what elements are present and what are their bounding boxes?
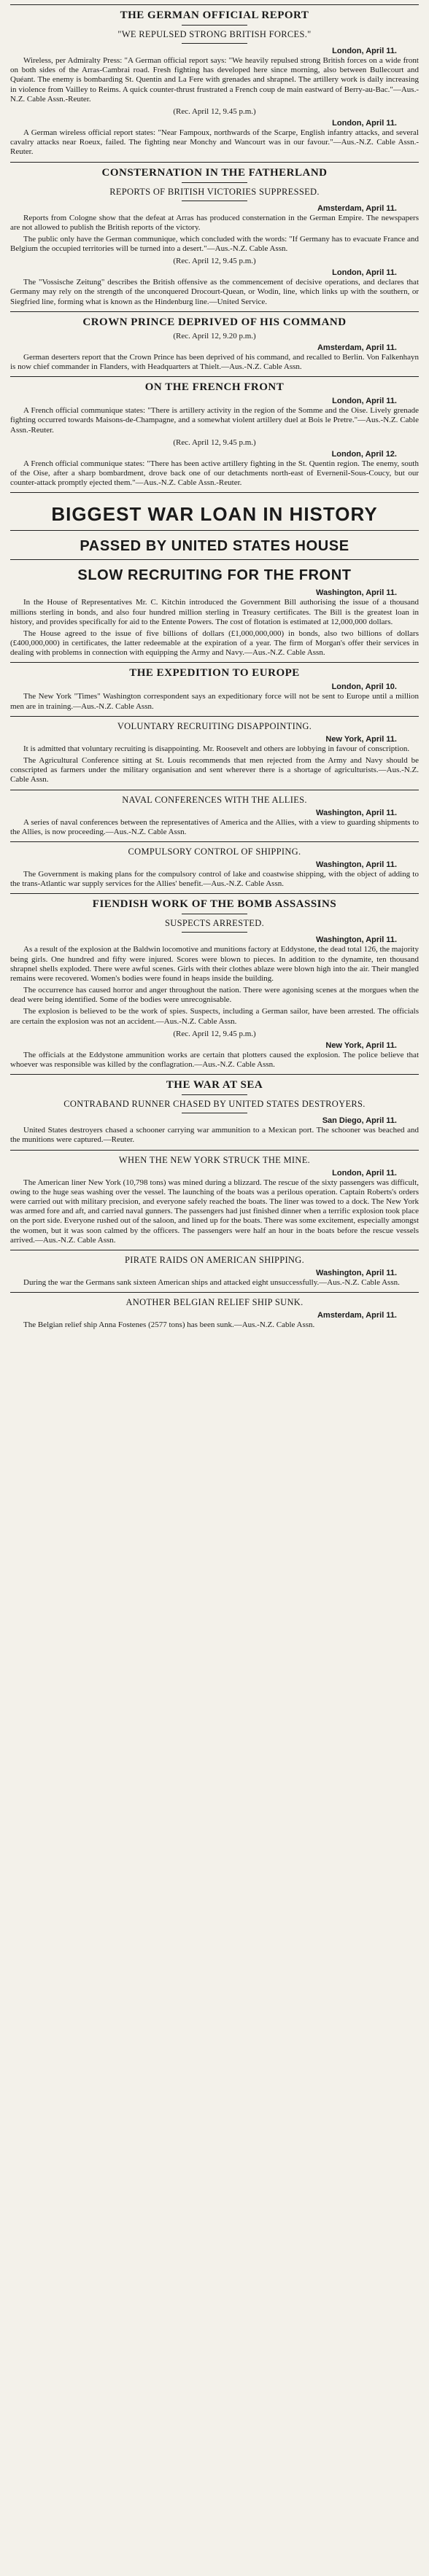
column-rule — [10, 376, 419, 377]
column-rule — [10, 311, 419, 312]
dateline: Amsterdam, April 11. — [317, 343, 397, 352]
column-rule — [10, 4, 419, 5]
column-rule — [10, 162, 419, 163]
article-subheadline: "WE REPULSED STRONG BRITISH FORCES." — [117, 29, 312, 39]
article-headline: THE GERMAN OFFICIAL REPORT — [120, 9, 309, 21]
headline-divider — [182, 182, 247, 183]
body-paragraph: The Agricultural Conference sitting at St. Louis recommends that men rejected from the Army and Navy should be conscripted as farmers under the military organisation and sent wherever there is a shortage of agriculturists.—Aus.-N.Z. Cable Assn. — [10, 756, 419, 785]
dispatch — [10, 1116, 419, 1145]
column-rule — [10, 1292, 419, 1293]
body-paragraph: A French official communique states: "There has been active artillery fighting in the St. Quentin region. The enemy, south of the Oise, after a sharp bombardment, drove back one of our detachments north-east of Evernenil-Sous-Coucy, but our counter-attack promptly ejected them."—Aus.-N.Z. Cable Assn.-Reuter. — [10, 459, 419, 488]
dispatch — [10, 860, 419, 889]
dispatch — [10, 204, 419, 254]
dateline: New York, April 11. — [325, 1040, 397, 1050]
article-section — [10, 311, 419, 372]
body-paragraph: In the House of Representatives Mr. C. Kitchin introduced the Government Bill authorising the issue of a thousand millions sterling in bonds, and also four hundred million sterling in Treasury certificates. The Bill is the greatest loan in history, and provides specifically for aid to the Entente Powers. The cost of flotation is estimated at 12,000,000 dollars. — [10, 598, 419, 626]
body-paragraph: As a result of the explosion at the Baldwin locomotive and munitions factory at Eddystone, the dead total 126, the majority being girls. One hundred and fifty were injured. Scores were blown to pieces. In addition to the dynamite, ten thousand shrapnel shells exploded. There were awful scenes. Girls with their clothes ablaze were blown high into the air. Their mangled remains were recovered. Women's bodies were found in heaps inside the building. — [10, 945, 419, 983]
dateline: London, April 11. — [332, 1168, 397, 1178]
column-rule — [10, 716, 419, 717]
body-paragraph: The Belgian relief ship Anna Fostenes (2577 tons) has been sunk.—Aus.-N.Z. Cable Assn. — [23, 1320, 315, 1330]
dateline: Washington, April 11. — [315, 860, 397, 869]
column-rule — [10, 530, 419, 531]
article-section — [10, 790, 419, 837]
dateline: London, April 11. — [332, 397, 397, 406]
column-rule — [10, 1150, 419, 1151]
dispatch — [10, 935, 419, 1027]
body-paragraph: The public only have the German communique, which concluded with the words: "If Germany has to evacuate France and Belgium the occupied territories will be turned into a desert."—Aus.-N.Z. Cable Assn. — [10, 234, 419, 254]
article-headline: VOLUNTARY RECRUITING DISAPPOINTING. — [117, 720, 312, 731]
column-rule — [10, 662, 419, 663]
article-headline: COMPULSORY CONTROL OF SHIPPING. — [128, 846, 301, 857]
body-paragraph: It is admitted that voluntary recruiting is disappointing. Mr. Roosevelt and others are lobbying in favour of conscription. — [23, 744, 410, 753]
dispatch — [10, 1269, 419, 1288]
article-headline: SLOW RECRUITING FOR THE FRONT — [77, 567, 352, 584]
dateline: San Diego, April 11. — [322, 1116, 397, 1126]
article-headline: THE WAR AT SEA — [166, 1079, 263, 1092]
dispatch — [10, 438, 419, 489]
dateline: Amsterdam, April 11. — [317, 1311, 397, 1320]
article-section — [10, 1150, 419, 1245]
headline-divider — [182, 1094, 247, 1095]
body-paragraph: A German wireless official report states: "Near Fampoux, northwards of the Scarpe, English infantry attacks, and several cavalry attacks near Roeux, failed. The fighting near Monchy and Wancourt was in our favour."—Aus.-N.Z. Cable Assn.-Reuter. — [10, 128, 419, 157]
column-rule — [10, 1074, 419, 1075]
article-section — [10, 716, 419, 785]
body-paragraph: United States destroyers chased a schooner carrying war ammunition to a Mexican port. The schooner was beached and the munitions were captured.—Reuter. — [10, 1126, 419, 1145]
article-headline: THE EXPEDITION TO EUROPE — [129, 667, 300, 680]
body-paragraph: The Government is making plans for the compulsory control of lake and coastwise shipping, with the object of adding to the trans-Atlantic war supply services for the Allies' benefit.—Aus.-N.Z. Cable Assn. — [10, 869, 419, 889]
article-section — [10, 162, 419, 307]
dispatch — [10, 1030, 419, 1070]
article-headline: PASSED BY UNITED STATES HOUSE — [80, 538, 349, 555]
article-headline: CONSTERNATION IN THE FATHERLAND — [101, 166, 328, 179]
dispatch — [10, 332, 419, 372]
article-headline: BIGGEST WAR LOAN IN HISTORY — [51, 503, 378, 526]
dispatch — [10, 735, 419, 785]
body-paragraph: The occurrence has caused horror and anger throughout the nation. There were agonising scenes at the morgues when the dead were being identified. Some of the bodies were unrecognisable. — [10, 986, 419, 1005]
dateline: Amsterdam, April 11. — [317, 203, 397, 213]
dateline: London, April 11. — [332, 118, 397, 128]
dispatch — [10, 47, 419, 104]
article-section — [10, 893, 419, 1070]
dispatch — [10, 257, 419, 307]
body-paragraph: The officials at the Eddystone ammunition works are certain that plotters caused the explosion. The police believe that whoever was responsible was killed by the conflagration.—Aus.-N.Z. Cable Assn. — [10, 1050, 419, 1069]
article-headline: ANOTHER BELGIAN RELIEF SHIP SUNK. — [125, 1297, 304, 1308]
body-paragraph: Wireless, per Admiralty Press: "A German official report says: "We heavily repulsed strong British forces on a wide front on both sides of the Arras-Cambrai road. Fresh fighting has developed here since morning, also between Bullecourt and Quéant. The enemy is bombarding St. Quentin and La Fere with grenades and shrapnel. The artillery work is daily increasing in violence from Vailley to Reims. A quick counter-thrust frustrated a French coup de main eastward of Berry-au-Bac."—Aus.-N.Z. Cable Assn.-Reuter. — [10, 56, 419, 104]
column-rule — [10, 492, 419, 493]
article-section — [10, 1250, 419, 1288]
body-paragraph: The American liner New York (10,798 tons) was mined during a blizzard. The rescue of the sixty passengers was difficult, owing to the huge seas washing over the vessel. The launching of the boats was a perilous operation. Captain Roberts's orders were carried out with military precision, and everyone safely reached the boats. The liner was towed to a dock. The New York was armed fore and aft, and carried naval gunners. The passengers had just finished dinner when a terrific explosion took place on the port side. Everyone rushed out of the saloon, and lined up for the boats. There was some excitement, especially amongst the women, but it was soon calmed by the officers. The passengers were half an hour in the boats before the rescue vessels arrived.—Aus.-N.Z. Cable Assn. — [10, 1178, 419, 1245]
body-paragraph: During the war the Germans sank sixteen American ships and attacked eight unsuccessfully.—Aus.-N.Z. Cable Assn. — [23, 1277, 400, 1287]
article-headline: WHEN THE NEW YORK STRUCK THE MINE. — [118, 1154, 311, 1165]
dispatch — [10, 1311, 419, 1330]
dispatch — [10, 682, 419, 711]
dateline: London, April 11. — [332, 47, 397, 55]
received-note: (Rec. April 12, 9.45 p.m.) — [173, 1029, 256, 1038]
column-rule — [10, 841, 419, 842]
received-note: (Rec. April 12, 9.45 p.m.) — [173, 257, 256, 266]
column-rule — [10, 893, 419, 894]
dateline: London, April 12. — [331, 449, 397, 459]
article-section — [10, 841, 419, 889]
headline-divider — [182, 43, 247, 44]
received-note: (Rec. April 12, 9.20 p.m.) — [173, 331, 256, 341]
dateline: Washington, April 11. — [315, 588, 397, 598]
dateline: Washington, April 11. — [315, 1268, 397, 1277]
article-headline: PIRATE RAIDS ON AMERICAN SHIPPING. — [125, 1254, 304, 1265]
received-note: (Rec. April 12, 9.45 p.m.) — [173, 437, 256, 447]
article-headline: NAVAL CONFERENCES WITH THE ALLIES. — [122, 794, 307, 805]
dispatch — [10, 1169, 419, 1245]
article-headline: FIENDISH WORK OF THE BOMB ASSASSINS — [92, 898, 337, 911]
newspaper-column — [10, 0, 419, 2576]
dispatch — [10, 107, 419, 157]
dispatch — [10, 588, 419, 658]
dateline: London, April 10. — [331, 682, 397, 692]
article-section — [10, 662, 419, 711]
body-paragraph: A French official communique states: "There is artillery activity in the region of the Somme and the Oise. Lively grenade fighting occurred towards Maisons-de-Champagne, and a somewhat violent artillery duel at Bois le Pretre."—Aus.-N.Z. Cable Assn.-Reuter. — [10, 406, 419, 435]
dispatch — [10, 397, 419, 435]
body-paragraph: The "Vossische Zeitung" describes the British offensive as the commencement of decisive operations, and declares that Germany may rely on the strength of the unconquered Drocourt-Quean, or Wodin, line, which links up with the southern, or Siegfried line, forming what is known as the Hindenburg line.—United Service. — [10, 278, 419, 306]
body-paragraph: A series of naval conferences between the representatives of America and the Allies, with a view to guarding shipments to the Allies, is now proceeding.—Aus.-N.Z. Cable Assn. — [10, 817, 419, 836]
article-section — [10, 1074, 419, 1145]
body-paragraph: German deserters report that the Crown Prince has been deprived of his command, and recalled to Berlin. Von Falkenhayn is now chief commander in Flanders, with Headquarters at Thielt.—Aus.-N.Z. Cable Assn. — [10, 352, 419, 371]
article-headline: CROWN PRINCE DEPRIVED OF HIS COMMAND — [82, 316, 347, 328]
article-subheadline: CONTRABAND RUNNER CHASED BY UNITED STATES DESTROYERS. — [63, 1099, 366, 1110]
dateline: New York, April 11. — [325, 734, 397, 744]
column-rule — [10, 559, 419, 560]
article-section — [10, 376, 419, 488]
dateline: Washington, April 11. — [315, 935, 397, 945]
article-subheadline: REPORTS OF BRITISH VICTORIES SUPPRESSED. — [109, 186, 320, 197]
article-section — [10, 492, 419, 658]
body-paragraph: The House agreed to the issue of five billions of dollars (£1,000,000,000) in bonds, also two billions of dollars (£400,000,000) in certificates, the latter redeemable at the expiration of a year. The firm of Morgan's offer their services in dealing with problems in connection with equipping the Army and Navy.—Aus.-N.Z. Cable Assn. — [10, 629, 419, 658]
body-paragraph: The New York "Times" Washington correspondent says an expeditionary force will not be sent to Europe until a million men are in training.—Aus.-N.Z. Cable Assn. — [10, 692, 419, 711]
headline-divider — [182, 25, 247, 26]
dateline: London, April 11. — [332, 268, 397, 278]
headline-divider — [182, 932, 247, 933]
dateline: Washington, April 11. — [315, 808, 397, 817]
dispatch — [10, 809, 419, 837]
received-note: (Rec. April 12, 9.45 p.m.) — [173, 106, 256, 116]
article-subheadline: SUSPECTS ARRESTED. — [165, 918, 264, 929]
article-headline: ON THE FRENCH FRONT — [144, 381, 285, 394]
article-section — [10, 4, 419, 157]
body-paragraph: Reports from Cologne show that the defeat at Arras has produced consternation in the German Empire. The newspapers are not allowed to publish the British reports of the victory. — [10, 213, 419, 232]
article-section — [10, 1292, 419, 1330]
body-paragraph: The explosion is believed to be the work of spies. Suspects, including a German sailor, have been arrested. The officials are certain the explosion was not an accident.—Aus.-N.Z. Cable Assn. — [10, 1007, 419, 1026]
